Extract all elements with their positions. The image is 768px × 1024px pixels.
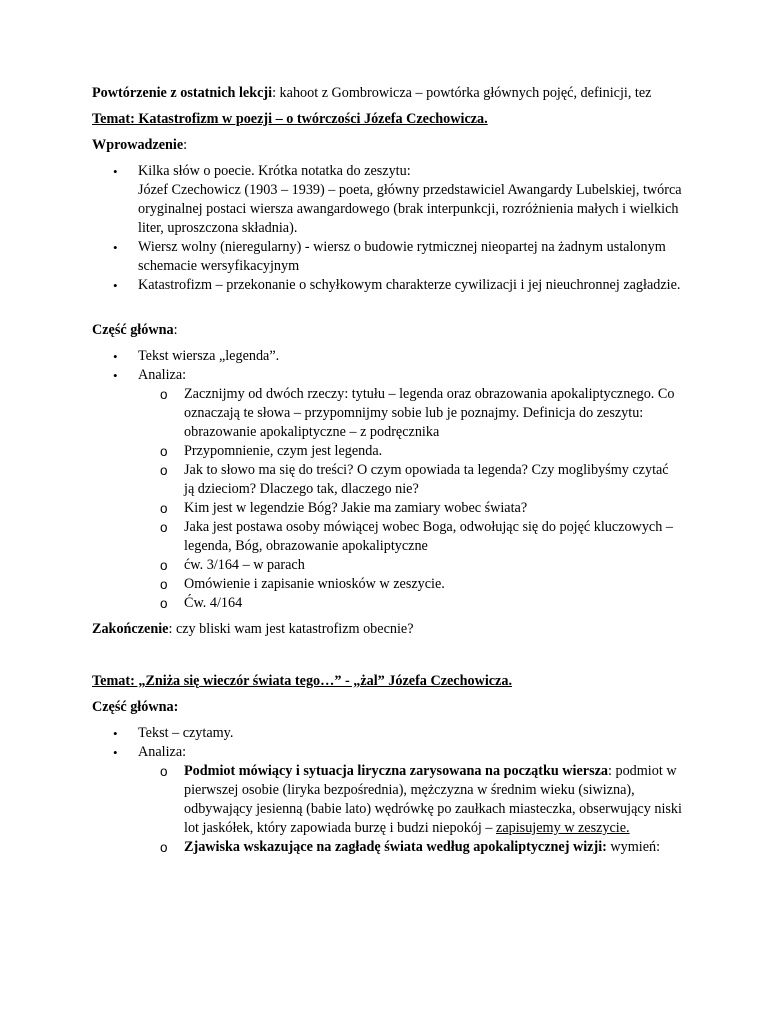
list-item: [92, 743, 682, 857]
sub-list-item-text: : podmiot w pierwszej osobie (liryka bezpośrednia), mężczyzna w średnim wieku (siwizna), odbywający jesienną (babie lato) wędrówkę po zaułkach miasteczka, obserwujący niski lot jaskółek, który zapowiada burzę i budzi niepokój –: [184, 763, 682, 836]
bullet-icon: •: [113, 726, 118, 741]
sub-list-item: [138, 556, 682, 575]
topic1-title-text: Temat: Katastrofizm w poezji – o twórczości Józefa Czechowicza.: [92, 111, 488, 127]
sub-list-item: [138, 442, 682, 461]
sub-list-item-text: Jaka jest postawa osoby mówiącej wobec Boga, odwołując się do pojęć kluczowych – legenda, Bóg, obrazowanie apokaliptyczne: [184, 519, 673, 554]
main-label: Część główna: [92, 322, 174, 338]
bullet-icon: •: [113, 278, 118, 293]
list-item: [92, 238, 682, 276]
document-content: [92, 84, 682, 857]
list-item: [92, 162, 682, 238]
circle-bullet-icon: o: [160, 764, 168, 779]
topic2-title: [92, 672, 682, 691]
ending-paragraph: [92, 620, 682, 639]
intro-list: [92, 162, 682, 295]
bullet-icon: •: [113, 745, 118, 760]
bullet-icon: •: [113, 368, 118, 383]
sub-list-item-text: Omówienie i zapisanie wniosków w zeszycie.: [184, 576, 445, 592]
bullet-icon: •: [113, 164, 118, 179]
list-item-text: Tekst wiersza „legenda”.: [138, 348, 280, 364]
sub-list-item: [138, 838, 682, 857]
sub-list-item-text: Ćw. 4/164: [184, 595, 243, 611]
list-item-text: Katastrofizm – przekonanie o schyłkowym charakterze cywilizacji i jej nieuchronnej zagładzie.: [138, 277, 681, 293]
topic2-main-label: Część główna:: [92, 699, 179, 715]
list-item-text: Tekst – czytamy.: [138, 725, 234, 741]
circle-bullet-icon: o: [160, 520, 168, 535]
ending-text: : czy bliski wam jest katastrofizm obecnie?: [168, 621, 414, 637]
sub-list-item-bold: Zjawiska wskazujące na zagładę świata według apokaliptycznej wizji:: [184, 839, 607, 855]
sub-list-item: [138, 575, 682, 594]
bullet-icon: •: [113, 240, 118, 255]
circle-bullet-icon: o: [160, 444, 168, 459]
list-item-text: Analiza:: [138, 744, 187, 760]
main-heading: Część główna:: [92, 322, 178, 338]
review-label: Powtórzenie z ostatnich lekcji: [92, 85, 273, 101]
sub-list-item: [138, 762, 682, 838]
bullet-icon: •: [113, 349, 118, 364]
list-item: [92, 347, 682, 366]
review-paragraph: [92, 84, 682, 103]
topic2-main-heading: [92, 698, 682, 717]
sub-list-item: [138, 518, 682, 556]
sub-list-item: [138, 385, 682, 442]
circle-bullet-icon: o: [160, 840, 168, 855]
sub-list-item-text: Jak to słowo ma się do treści? O czym opowiada ta legenda? Czy moglibyśmy czytać ją dzieciom? Dlaczego tak, dlaczego nie?: [184, 462, 669, 497]
list-item-text: Kilka słów o poecie. Krótka notatka do zeszytu:: [138, 163, 411, 179]
sub-list-item-underlined: zapisujemy w zeszycie.: [496, 820, 630, 836]
sub-list-item-text: Zacznijmy od dwóch rzeczy: tytułu – legenda oraz obrazowania apokaliptycznego. Co oznaczają te słowa – przypomnijmy sobie lub je poznajmy. Definicja do zeszytu: obrazowanie apokaliptyczne – z podręcznika: [184, 386, 675, 440]
circle-bullet-icon: o: [160, 463, 168, 478]
sub-list-item: [138, 499, 682, 518]
list-item-text: Wiersz wolny (nieregularny) - wiersz o budowie rytmicznej nieopartej na żadnym ustalonym schemacie wersyfikacyjnym: [138, 239, 666, 274]
ending-label: Zakończenie: [92, 621, 169, 637]
topic2-title-text: Temat: „Zniża się wieczór świata tego…” - „żal” Józefa Czechowicza.: [92, 673, 512, 689]
circle-bullet-icon: o: [160, 558, 168, 573]
intro-label: Wprowadzenie: [92, 137, 184, 153]
sub-list-item: [138, 594, 682, 613]
list-item-text: Analiza:: [138, 367, 187, 383]
circle-bullet-icon: o: [160, 387, 168, 402]
sub-list-item: [138, 461, 682, 499]
list-item: [92, 724, 682, 743]
list-item: [92, 276, 682, 295]
sub-list-item-bold: Podmiot mówiący i sytuacja liryczna zarysowana na początku wiersza: [184, 763, 608, 779]
circle-bullet-icon: o: [160, 501, 168, 516]
intro-heading: Wprowadzenie:: [92, 137, 188, 153]
sub-list-item-text: Przypomnienie, czym jest legenda.: [184, 443, 383, 459]
sub-list-item-text: ćw. 3/164 – w parach: [184, 557, 305, 573]
sub-list-item-text: wymień:: [606, 839, 661, 855]
circle-bullet-icon: o: [160, 596, 168, 611]
topic1-title: [92, 110, 682, 129]
sub-list-item-text: Kim jest w legendzie Bóg? Jakie ma zamiary wobec świata?: [184, 500, 528, 516]
review-text: : kahoot z Gombrowicza – powtórka głównych pojęć, definicji, tez: [272, 85, 652, 101]
main-list: [92, 347, 682, 613]
analysis-list: [138, 385, 682, 613]
circle-bullet-icon: o: [160, 577, 168, 592]
list-item-text: Józef Czechowicz (1903 – 1939) – poeta, główny przedstawiciel Awangardy Lubelskiej, twórca oryginalnej postaci wiersza awangardowego (brak interpunkcji, rozróżnienia małych i wielkich liter, uproszczona składnia).: [138, 182, 682, 236]
topic2-analysis-list: [138, 762, 682, 857]
list-item: [92, 366, 682, 613]
topic2-main-list: [92, 724, 682, 857]
